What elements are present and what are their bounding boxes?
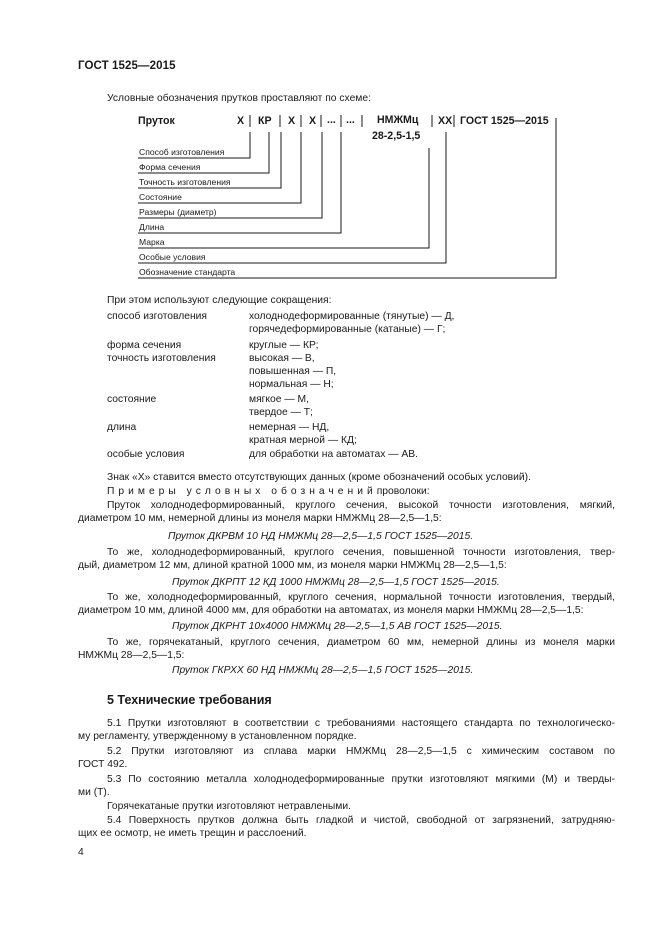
para-5-3-line1: 5.3 По состоянию металла холоднодеформированные прутки изготовляют мягкими (М) и тверды-	[107, 774, 615, 785]
scheme-cell-special: XX	[438, 115, 453, 127]
abbr-value: повышенная — П,	[249, 366, 337, 377]
scheme-cell-size: ...	[327, 114, 336, 126]
example-3-line2: диаметром 10 мм, длиной 4000 мм, для обработки на автоматах, из монеля марки НМЖМц 28—2,5—1,5:	[78, 605, 584, 616]
scheme-cell-state: Х	[309, 115, 317, 127]
scheme-label-size: Размеры (диаметр)	[139, 207, 217, 217]
para-5-4-line1: 5.4 Поверхность прутков должна быть гладкой и чистой, свободной от загрязнений, затрудняю-	[107, 815, 615, 826]
abbr-value: твердое — Т;	[249, 407, 313, 418]
example-3-line1: То же, холоднодеформированный, круглого сечения, нормальной точности изготовления, твердый,	[107, 592, 615, 603]
example-1-line1: Пруток холоднодеформированный, круглого сечения, высокой точности изготовления, мягкий,	[107, 500, 615, 511]
scheme-label-accuracy: Точность изготовления	[139, 177, 231, 187]
abbr-value: мягкое — М,	[249, 394, 309, 405]
scheme-label-shape: Форма сечения	[139, 162, 201, 172]
scheme-cell-product: Пруток	[138, 115, 175, 127]
abbr-value: немерная — НД,	[249, 422, 330, 433]
abbr-term-accuracy: точность изготовления	[107, 353, 216, 364]
scheme-label-method: Способ изготовления	[139, 147, 225, 157]
example-1-code: Пруток ДКРВМ 10 НД НМЖМц 28—2,5—1,5 ГОСТ 1525—2015.	[168, 531, 474, 542]
abbr-value: нормальная — Н;	[249, 379, 334, 390]
abbr-term-special: особые условия	[107, 449, 185, 460]
znak-note: Знак «Х» ставится вместо отсутствующих данных (кроме обозначений особых условий).	[107, 472, 531, 483]
abbr-term-shape: форма сечения	[107, 340, 182, 351]
para-5-1-line1: 5.1 Прутки изготовляют в соответствии с требованиями настоящего стандарта по технологическо-	[107, 718, 615, 729]
para-5-3-note: Горячекатаные прутки изготовляют нетравлеными.	[107, 801, 352, 812]
abbr-value: круглые — КР;	[249, 340, 319, 351]
scheme-label-standard: Обозначение стандарта	[139, 267, 236, 277]
abbr-value: высокая — В,	[249, 353, 315, 364]
example-2-line1: То же, холоднодеформированный, круглого сечения, повышенной точности изготовления, твер-	[107, 547, 615, 558]
scheme-intro: Условные обозначения прутков проставляют по схеме:	[107, 93, 371, 104]
abbr-term-length: длина	[107, 422, 137, 433]
scheme-cell-grade-composition: 28-2,5-1,5	[372, 130, 421, 142]
abbr-value: горячедеформированные (катаные) — Г;	[249, 324, 446, 335]
examples-heading-tail: проволоки:	[376, 486, 430, 497]
scheme-label-grade: Марка	[139, 237, 165, 247]
abbr-value: кратная мерной — КД;	[249, 435, 357, 446]
scheme-label-special: Особые условия	[139, 252, 206, 262]
scheme-label-state: Состояние	[139, 192, 182, 202]
page-number: 4	[78, 847, 84, 858]
para-5-1-line2: му регламенту, утвержденному в установленном порядке.	[78, 731, 357, 742]
example-2-line2: дый, диаметром 12 мм, длиной кратной 1000 мм, из монеля марки НМЖМц 28—2,5—1,5:	[78, 560, 507, 571]
example-1-line2: диаметром 10 мм, немерной длины из монеля марки НМЖМц 28—2,5—1,5:	[78, 513, 442, 524]
scheme-cell-shape: КР	[258, 115, 272, 127]
scheme-label-length: Длина	[139, 222, 165, 232]
page-header-title: ГОСТ 1525—2015	[78, 60, 176, 72]
example-2-code: Пруток ДКРПТ 12 КД 1000 НМЖМц 28—2,5—1,5 ГОСТ 1525—2015.	[172, 577, 500, 588]
example-3-code: Пруток ДКРНТ 10х4000 НМЖМц 28—2,5—1,5 АВ ГОСТ 1525—2015.	[172, 621, 503, 632]
scheme-cell-length: ...	[346, 114, 355, 126]
abbreviations-intro: При этом используют следующие сокращения:	[107, 295, 332, 306]
abbr-term-state: состояние	[107, 394, 157, 405]
examples-heading	[107, 485, 430, 498]
scheme-cell-grade: НМЖМц	[377, 114, 419, 126]
scheme-cell-standard: ГОСТ 1525—2015	[460, 115, 549, 127]
example-4-code: Пруток ГКРХХ 60 НД НМЖМц 28—2,5—1,5 ГОСТ 1525—2015.	[172, 665, 474, 676]
para-5-3-line2: ми (Т).	[78, 787, 110, 798]
section-5-title: 5 Технические требования	[107, 693, 272, 707]
abbr-term-method: способ изготовления	[107, 311, 208, 322]
scheme-cell-method: Х	[237, 115, 245, 127]
scheme-cell-accuracy: Х	[288, 115, 296, 127]
para-5-4-line2: щих ее осмотр, не иметь трещин и расслоений.	[78, 828, 307, 839]
example-4-line2: НМЖМц 28—2,5—1,5:	[78, 650, 185, 661]
abbr-value: для обработки на автоматах — АВ.	[249, 449, 419, 460]
examples-heading-spaced: Примеры условных обозначений	[107, 486, 377, 497]
abbr-value: холоднодеформированные (тянутые) — Д,	[249, 311, 455, 322]
example-4-line1: То же, горячекатаный, круглого сечения, диаметром 60 мм, немерной длины из монеля марки	[107, 637, 615, 648]
para-5-2-line2: ГОСТ 492.	[78, 759, 128, 770]
para-5-2-line1: 5.2 Прутки изготовляют из сплава марки НМЖМц 28—2,5—1,5 с химическим составом по	[107, 746, 615, 757]
